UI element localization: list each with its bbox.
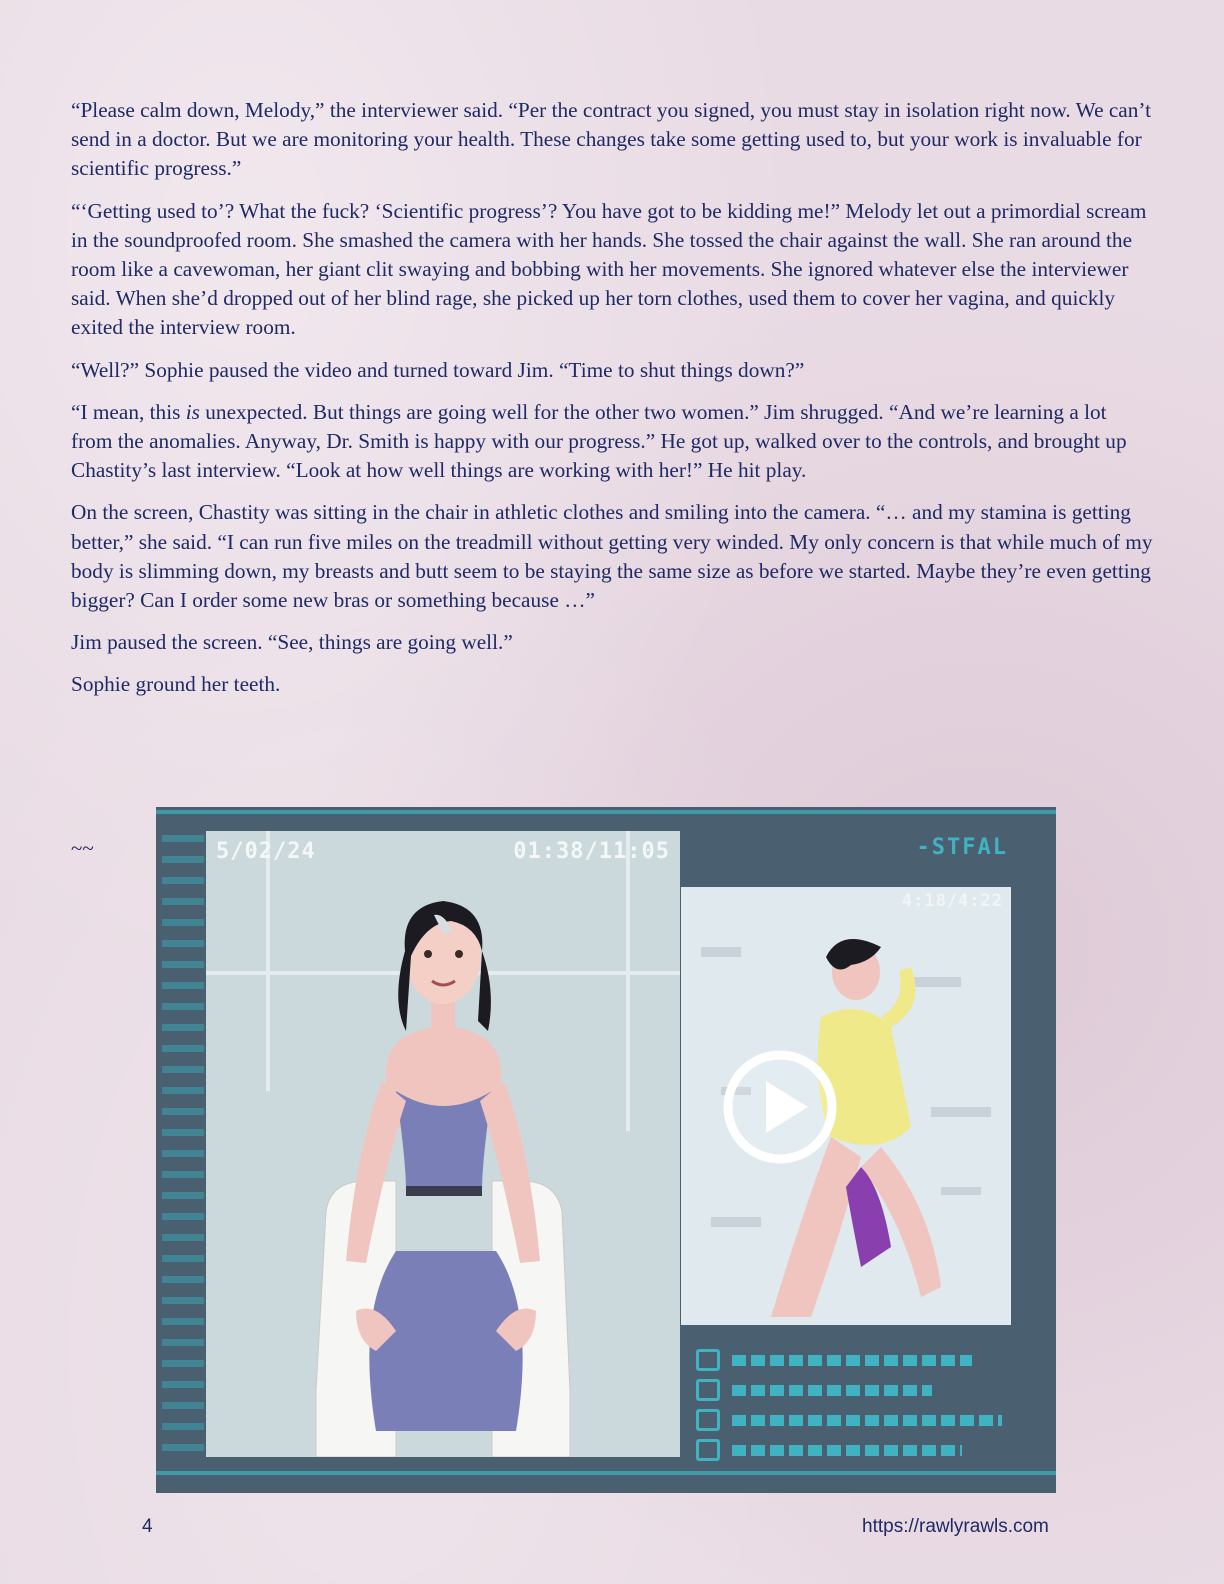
frame-accent-line [156,1471,1056,1475]
code-readout-lines [696,1347,1026,1467]
page-number: 4 [142,1516,153,1537]
text-run: unexpected. But things are going well for the other two women.” Jim shrugged. “And we’re learning a lot from the anomalies. Anyway, Dr. Smith is happy with our progress.” He got up, walked over to the controls, and brought up Chastity’s last interview. “Look at how well things are working with her!” He hit play. [71,399,1127,483]
status-label: -STFAL [916,835,1008,860]
date-readout: 5/02/24 [216,839,316,864]
emphasis-text: is [185,399,200,424]
main-video-panel [206,831,680,1457]
paragraph: On the screen, Chastity was sitting in the chair in athletic clothes and smiling into the camera. “… and my stamina is getting better,” she said. “I can run five miles on the treadmill without getting very winded. My only concern is that while much of my body is slimming down, my breasts and butt seem to be staying the same size as before we started. Maybe they’re even getting bigger? Can I order some new bras or something because …” [71,500,1153,613]
paragraph: “‘Getting used to’? What the fuck? ‘Scientific progress’? You have got to be kidding me!” Melody let out a primordial scream in the soundproofed room. She smashed the camera with her hands. She tossed the chair against the wall. She ran around the room like a cavewoman, her giant clit swaying and bobbing with her movements. She ignored whatever else the interviewer said. When she’d dropped out of her blind rage, she picked up her torn clothes, used them to cover her vagina, and quickly exited the interview room. [71,198,1147,340]
paragraph: “Well?” Sophie paused the video and turned toward Jim. “Time to shut things down?” [71,357,805,382]
code-line [696,1407,1026,1433]
scene-break: ~~ [71,836,94,860]
seated-woman-figure [206,831,680,1457]
story-text [71,96,1153,713]
code-line [696,1437,1026,1463]
video-monitor-illustration [156,807,1056,1493]
code-line [696,1377,1026,1403]
website-link[interactable]: https://rawlyrawls.com [862,1516,1049,1537]
frame-accent-line [156,810,1056,814]
side-code-glyphs [162,835,204,1455]
paragraph: “Please calm down, Melody,” the interviewer said. “Per the contract you signed, you must stay in isolation right now. We can’t send in a doctor. But we are monitoring your health. These changes take some getting used to, but your work is invaluable for scientific progress.” [71,98,1152,181]
main-time-readout: 01:38/11:05 [513,839,670,864]
secondary-time-readout: 4:18/4:22 [901,891,1003,911]
play-icon[interactable] [722,1049,838,1165]
paragraph: Jim paused the screen. “See, things are going well.” [71,630,513,655]
text-run: “I mean, this [71,399,186,424]
code-line [696,1347,1026,1373]
paragraph: Sophie ground her teeth. [71,672,281,697]
paragraph [71,398,1153,486]
